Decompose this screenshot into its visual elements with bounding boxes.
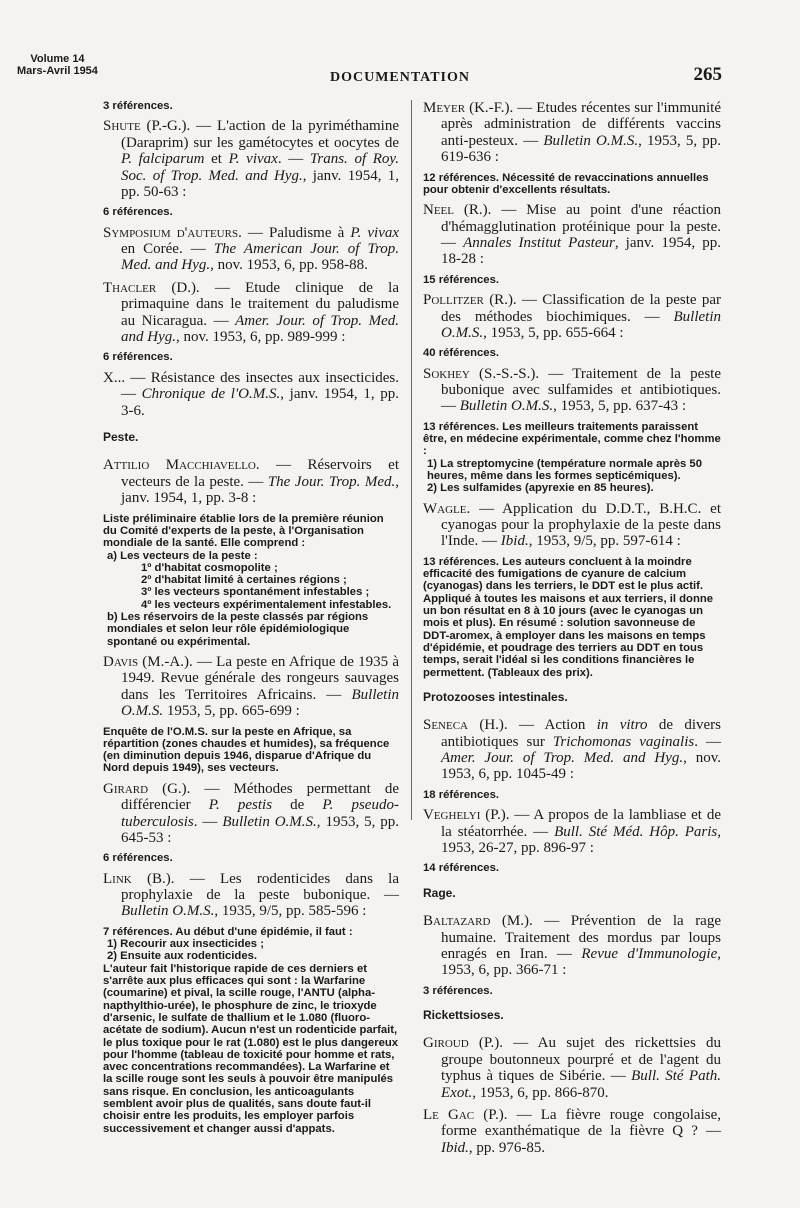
entry-title: — L'action de la pyriméthamine (Daraprim) sur les gamétocytes et oocytes de xyxy=(121,118,399,151)
entry-text: en Corée. — xyxy=(121,241,214,258)
section-heading-protozooses: Protozooses intestinales. xyxy=(423,689,568,704)
entry-citation: , nov. 1953, 6, pp. 989-999 : xyxy=(176,329,346,346)
entry-citation: , janv. 1954, 1, pp. 3-8 : xyxy=(121,473,400,507)
entry-title: — Paludisme à xyxy=(241,224,351,241)
entry-title: — Les rodenticides dans la prophylaxie de la peste bubonique. — xyxy=(121,870,399,904)
entry-citation: , nov. 1953, 6, pp. 1045-49 : xyxy=(441,750,721,783)
entry-text: et xyxy=(204,151,229,168)
entry-journal: The Jour. Trop. Med. xyxy=(267,473,396,490)
running-title: DOCUMENTATION xyxy=(329,70,471,85)
entry-journal: Bulletin O.M.S. xyxy=(543,132,639,149)
entry-journal: Amer. Jour. of Trop. Med. and Hyg. xyxy=(121,312,399,346)
page-number: 265 xyxy=(693,64,722,85)
section-heading-rickettsioses: Rickettsioses. xyxy=(423,1008,504,1023)
entry-journal: Annales Institut Pasteur xyxy=(463,235,615,252)
entry-author: Pollitzer (R.). xyxy=(423,292,517,309)
entry-title: — Au sujet des rickettsies du groupe boutonneux pourpré et de l'agent du typhus à tiques de Sibérie. — xyxy=(441,1035,721,1085)
entry-title: — La peste en Afrique de 1935 à 1949. Revue générale des rongeurs sauvages dans les Territoires Africains. — xyxy=(121,653,399,703)
entry-journal: Bulletin O.M.S. xyxy=(121,686,399,720)
entry-citation: , 1953, 5, pp. 619-636 : xyxy=(441,132,722,166)
entry-title: — Mise au point d'une réaction d'hémagglutination protéinique pour la peste. — xyxy=(441,202,721,252)
reference-note xyxy=(423,421,721,495)
reference-note: 13 références. Les auteurs concluent à la moindre efficacité des fumigations de cyanure de calcium (cyanogas) dans les terriers, le DDT est le plus actif. Appliqué à toutes les maisons et aux terriers, il donne un bon résultat en 8 à 10 jours (avec le cyanogas un mois et plus). En résumé : solution savonneuse de DDT-aromex, à employer dans les maisons en temps d'épidémie, et poudrage des terriers au DDT en tous temps, serait l'idéal si les conditions financières le permettent. (Tableaux des prix). xyxy=(423,555,714,679)
volume-number: Volume 14 xyxy=(30,53,85,65)
entry-citation: , pp. 976-85. xyxy=(468,1139,546,1156)
entry-title: — Réservoirs et vecteurs de la peste. — xyxy=(121,457,399,490)
bibliography-entry xyxy=(423,913,721,979)
entry-title: — Action xyxy=(507,717,597,734)
bibliography-entry xyxy=(103,280,399,346)
entry-author: Giroud (P.). xyxy=(423,1035,504,1052)
entry-citation: , 1935, 9/5, pp. 585-596 : xyxy=(214,903,367,920)
entry-citation: , 1953, 6, pp. 366-71 : xyxy=(441,945,721,979)
entry-citation: , janv. 1954, 1, pp. 3-6. xyxy=(121,386,399,419)
entry-title: — Résistance des insectes aux insecticides. — xyxy=(121,369,399,403)
entry-author: Symposium d'auteurs. xyxy=(103,224,242,241)
section-heading-rage: Rage. xyxy=(423,885,456,900)
issue-date: Mars-Avril 1954 xyxy=(17,65,98,77)
reference-note: 12 références. Nécessité de revaccinations annuelles pour obtenir d'excellents résultats. xyxy=(423,171,709,196)
entry-title: — Prévention de la rage humaine. Traitement des mordus par loups enragés en Iran. — xyxy=(441,913,721,962)
note-paragraph: 13 références. Les meilleurs traitements paraissent être, en médecine expérimentale, comme chez l'homme : xyxy=(423,420,721,458)
note-item: a) Les vecteurs de la peste : xyxy=(107,549,258,562)
bibliography-entry xyxy=(423,501,721,550)
entry-citation: , 1953, 5, pp. 637-43 : xyxy=(553,398,686,415)
entry-citation: , janv. 1954, 1, pp. 50-63 : xyxy=(121,167,399,200)
entry-journal: Revue d'Immunologie xyxy=(581,945,718,962)
note-item: b) Les réservoirs de la peste classés par régions mondiales et selon leur rôle épidémiologique spontané ou expérimental. xyxy=(107,610,369,648)
entry-title: — Traitement de la peste bubonique avec sulfamides et antibiotiques. — xyxy=(441,365,721,415)
entry-journal: Bull. Sté Méd. Hôp. Paris xyxy=(554,823,718,840)
entry-journal: Trans. of Roy. Soc. of Trop. Med. and Hyg. xyxy=(121,151,399,184)
species-name: P. pestis xyxy=(208,797,273,814)
entry-title: — Classification de la peste par des méthodes biochimiques. — xyxy=(441,292,721,325)
reference-note xyxy=(103,926,399,1135)
bibliography-entry xyxy=(103,225,399,274)
entry-text: in vitro xyxy=(596,717,648,734)
entry-citation: , janv. 1954, pp. 18-28 : xyxy=(441,235,721,268)
reference-note: 6 références. xyxy=(103,351,173,364)
column-divider xyxy=(411,100,412,820)
reference-note xyxy=(103,513,399,648)
entry-title: — La fièvre rouge congolaise, forme exanthématique de la fièvre Q ? — xyxy=(441,1107,721,1140)
reference-note: 14 références. xyxy=(423,862,499,875)
entry-citation: , 1953, 6, pp. 866-870. xyxy=(472,1084,609,1101)
species-name: Trichomonas vaginalis xyxy=(552,733,695,750)
entry-journal: Ibid. xyxy=(441,1139,469,1156)
right-column xyxy=(423,100,721,1162)
species-name: P. pseudo-tuberculosis xyxy=(121,797,399,830)
entry-title: — A propos de la lambliase et de la stéatorrhée. — xyxy=(441,807,721,840)
entry-journal: Bulletin O.M.S. xyxy=(441,308,721,341)
bibliography-entry xyxy=(103,457,399,506)
reference-note: 6 références. xyxy=(103,206,173,219)
entry-title: — Etude clinique de la primaquine dans le traitement du paludisme au Nicaragua. — xyxy=(121,279,399,329)
entry-author: Davis (M.-A.). xyxy=(103,653,193,670)
note-paragraph: Liste préliminaire établie lors de la première réunion du Comité d'experts de la peste, à l'Organisation mondiale de la santé. Elle comprend : xyxy=(103,512,384,550)
entry-citation: , 1953, 5, pp. 645-53 : xyxy=(121,813,399,846)
bibliography-entry xyxy=(103,871,399,920)
entry-author: Le Gac (P.). xyxy=(423,1107,508,1124)
bibliography-entry xyxy=(103,118,399,200)
species-name: P. vivax xyxy=(228,151,278,168)
note-item: 2) Ensuite aux rodenticides. xyxy=(107,950,258,963)
entry-journal: The American Jour. of Trop. Med. and Hyg. xyxy=(121,241,399,274)
entry-journal: Bulletin O.M.S. xyxy=(459,398,554,415)
bibliography-entry xyxy=(423,1035,721,1101)
bibliography-entry xyxy=(423,100,721,166)
note-item: 1) La streptomycine (température normale après 50 heures, même dans les formes septicémiques). xyxy=(427,457,702,483)
note-item: 1º d'habitat cosmopolite ; xyxy=(141,561,278,574)
entry-journal: Chronique de l'O.M.S. xyxy=(141,386,281,403)
species-name: P. falciparum xyxy=(121,151,205,168)
left-column xyxy=(103,100,399,1141)
bibliography-entry xyxy=(423,292,721,341)
bibliography-entry xyxy=(423,366,721,415)
note-item: 2º d'habitat limité à certaines régions ; xyxy=(141,574,347,587)
note-item: 4º les vecteurs expérimentalement infestables. xyxy=(141,598,392,611)
entry-author: Thacler (D.). xyxy=(103,279,200,296)
bibliography-entry xyxy=(103,781,399,847)
reference-note: 3 références. xyxy=(423,984,493,997)
entry-author: Wagle. xyxy=(423,500,471,517)
entry-text: de divers antibiotiques sur xyxy=(441,717,721,750)
entry-author: X... xyxy=(103,369,126,386)
reference-note: Enquête de l'O.M.S. sur la peste en Afrique, sa répartition (zones chaudes et humides), sa fréquence (en diminution depuis 1946, disparue d'Afrique du Nord depuis 1949), ses vecteurs. xyxy=(103,725,390,775)
entry-citation: , nov. 1953, 6, pp. 958-88. xyxy=(210,257,368,274)
note-item: 3º les vecteurs spontanément infestables ; xyxy=(141,586,370,599)
entry-title: — Application du D.D.T., B.H.C. et cyanogas pour la prophylaxie de la peste dans l'Inde. — xyxy=(441,500,721,550)
entry-author: Shute (P.-G.). xyxy=(103,118,191,135)
reference-note: 18 références. xyxy=(423,788,499,801)
entry-citation: , 1953, 9/5, pp. 597-614 : xyxy=(528,533,681,550)
bibliography-entry xyxy=(423,717,721,783)
entry-citation: , 1953, 26-27, pp. 896-97 : xyxy=(441,823,721,856)
reference-note: 40 références. xyxy=(423,347,499,360)
entry-journal: Bulletin O.M.S. xyxy=(121,903,215,920)
entry-author: Girard (G.). xyxy=(103,780,191,797)
entry-text: . — xyxy=(277,151,310,168)
reference-note: 15 références. xyxy=(423,273,499,286)
reference-note: 3 références. xyxy=(103,100,173,112)
page-header xyxy=(0,0,800,95)
entry-journal: Amer. Jour. of Trop. Med. and Hyg. xyxy=(441,750,684,767)
entry-author: Seneca (H.). xyxy=(423,717,508,734)
note-paragraph: L'auteur fait l'historique rapide de ces derniers et s'arrête aux plus efficaces qui sont : la Warfarine (coumarine) et pival, la scille rouge, l'ANTU (alpha-napthylthio-urée), le phosphure de zinc, le trioxyde d'arsenic, le sulfate de thallium et le 1.080 (fluoro-acétate de sodium). Aucun n'est un rodenticide parfait, le plus toxique pour le rat (1.080) est le plus dangereux pour l'homme (tableau de toxicité pour homme et rats, avec concentrations recommandées). La Warfarine et la scille rouge sont les seuls à pouvoir être manipulés sans risque. En conclusion, les anticoagulants semblent avoir plus de qualités, sans doute faut-il choisir entre les produits, les employer parfois successivement et changer aussi d'appats. xyxy=(103,962,399,1135)
entry-title: — Méthodes permettant de différencier xyxy=(121,780,399,814)
entry-author: Attilio Macchiavello. xyxy=(103,457,260,474)
entry-author: Veghelyi (P.). xyxy=(423,807,510,824)
entry-author: Link (B.). xyxy=(103,870,175,887)
species-name: P. vivax xyxy=(350,224,400,241)
note-item: 2) Les sulfamides (apyrexie en 85 heures). xyxy=(427,482,654,495)
entry-text: . — xyxy=(193,813,223,830)
entry-text: . — xyxy=(694,733,721,750)
reference-note: 6 références. xyxy=(103,852,173,865)
note-paragraph: 7 références. Au début d'une épidémie, il faut : xyxy=(103,925,353,938)
bibliography-entry xyxy=(103,370,399,419)
bibliography-entry xyxy=(103,654,399,720)
entry-journal: Ibid. xyxy=(500,533,529,550)
bibliography-entry xyxy=(423,807,721,856)
entry-author: Sokhey (S.-S.-S.). xyxy=(423,365,540,382)
bibliography-entry xyxy=(423,202,721,268)
entry-author: Meyer (K.-F.). xyxy=(423,100,514,116)
entry-citation: 1953, 5, pp. 665-699 : xyxy=(163,703,300,720)
entry-journal: Bull. Sté Path. Exot. xyxy=(441,1068,722,1101)
note-item: 1) Recourir aux insecticides ; xyxy=(107,938,264,951)
entry-author: Baltazard (M.). xyxy=(423,913,533,930)
entry-author: Neel (R.). xyxy=(423,202,492,219)
section-heading-peste: Peste. xyxy=(103,429,139,444)
bibliography-entry xyxy=(423,1107,721,1156)
entry-text: de xyxy=(272,797,323,814)
entry-title: — Etudes récentes sur l'immunité après administration de différents vaccins anti-pesteux. — xyxy=(441,100,722,149)
entry-journal: Bulletin O.M.S. xyxy=(222,813,317,830)
entry-citation: , 1953, 5, pp. 655-664 : xyxy=(483,324,624,341)
